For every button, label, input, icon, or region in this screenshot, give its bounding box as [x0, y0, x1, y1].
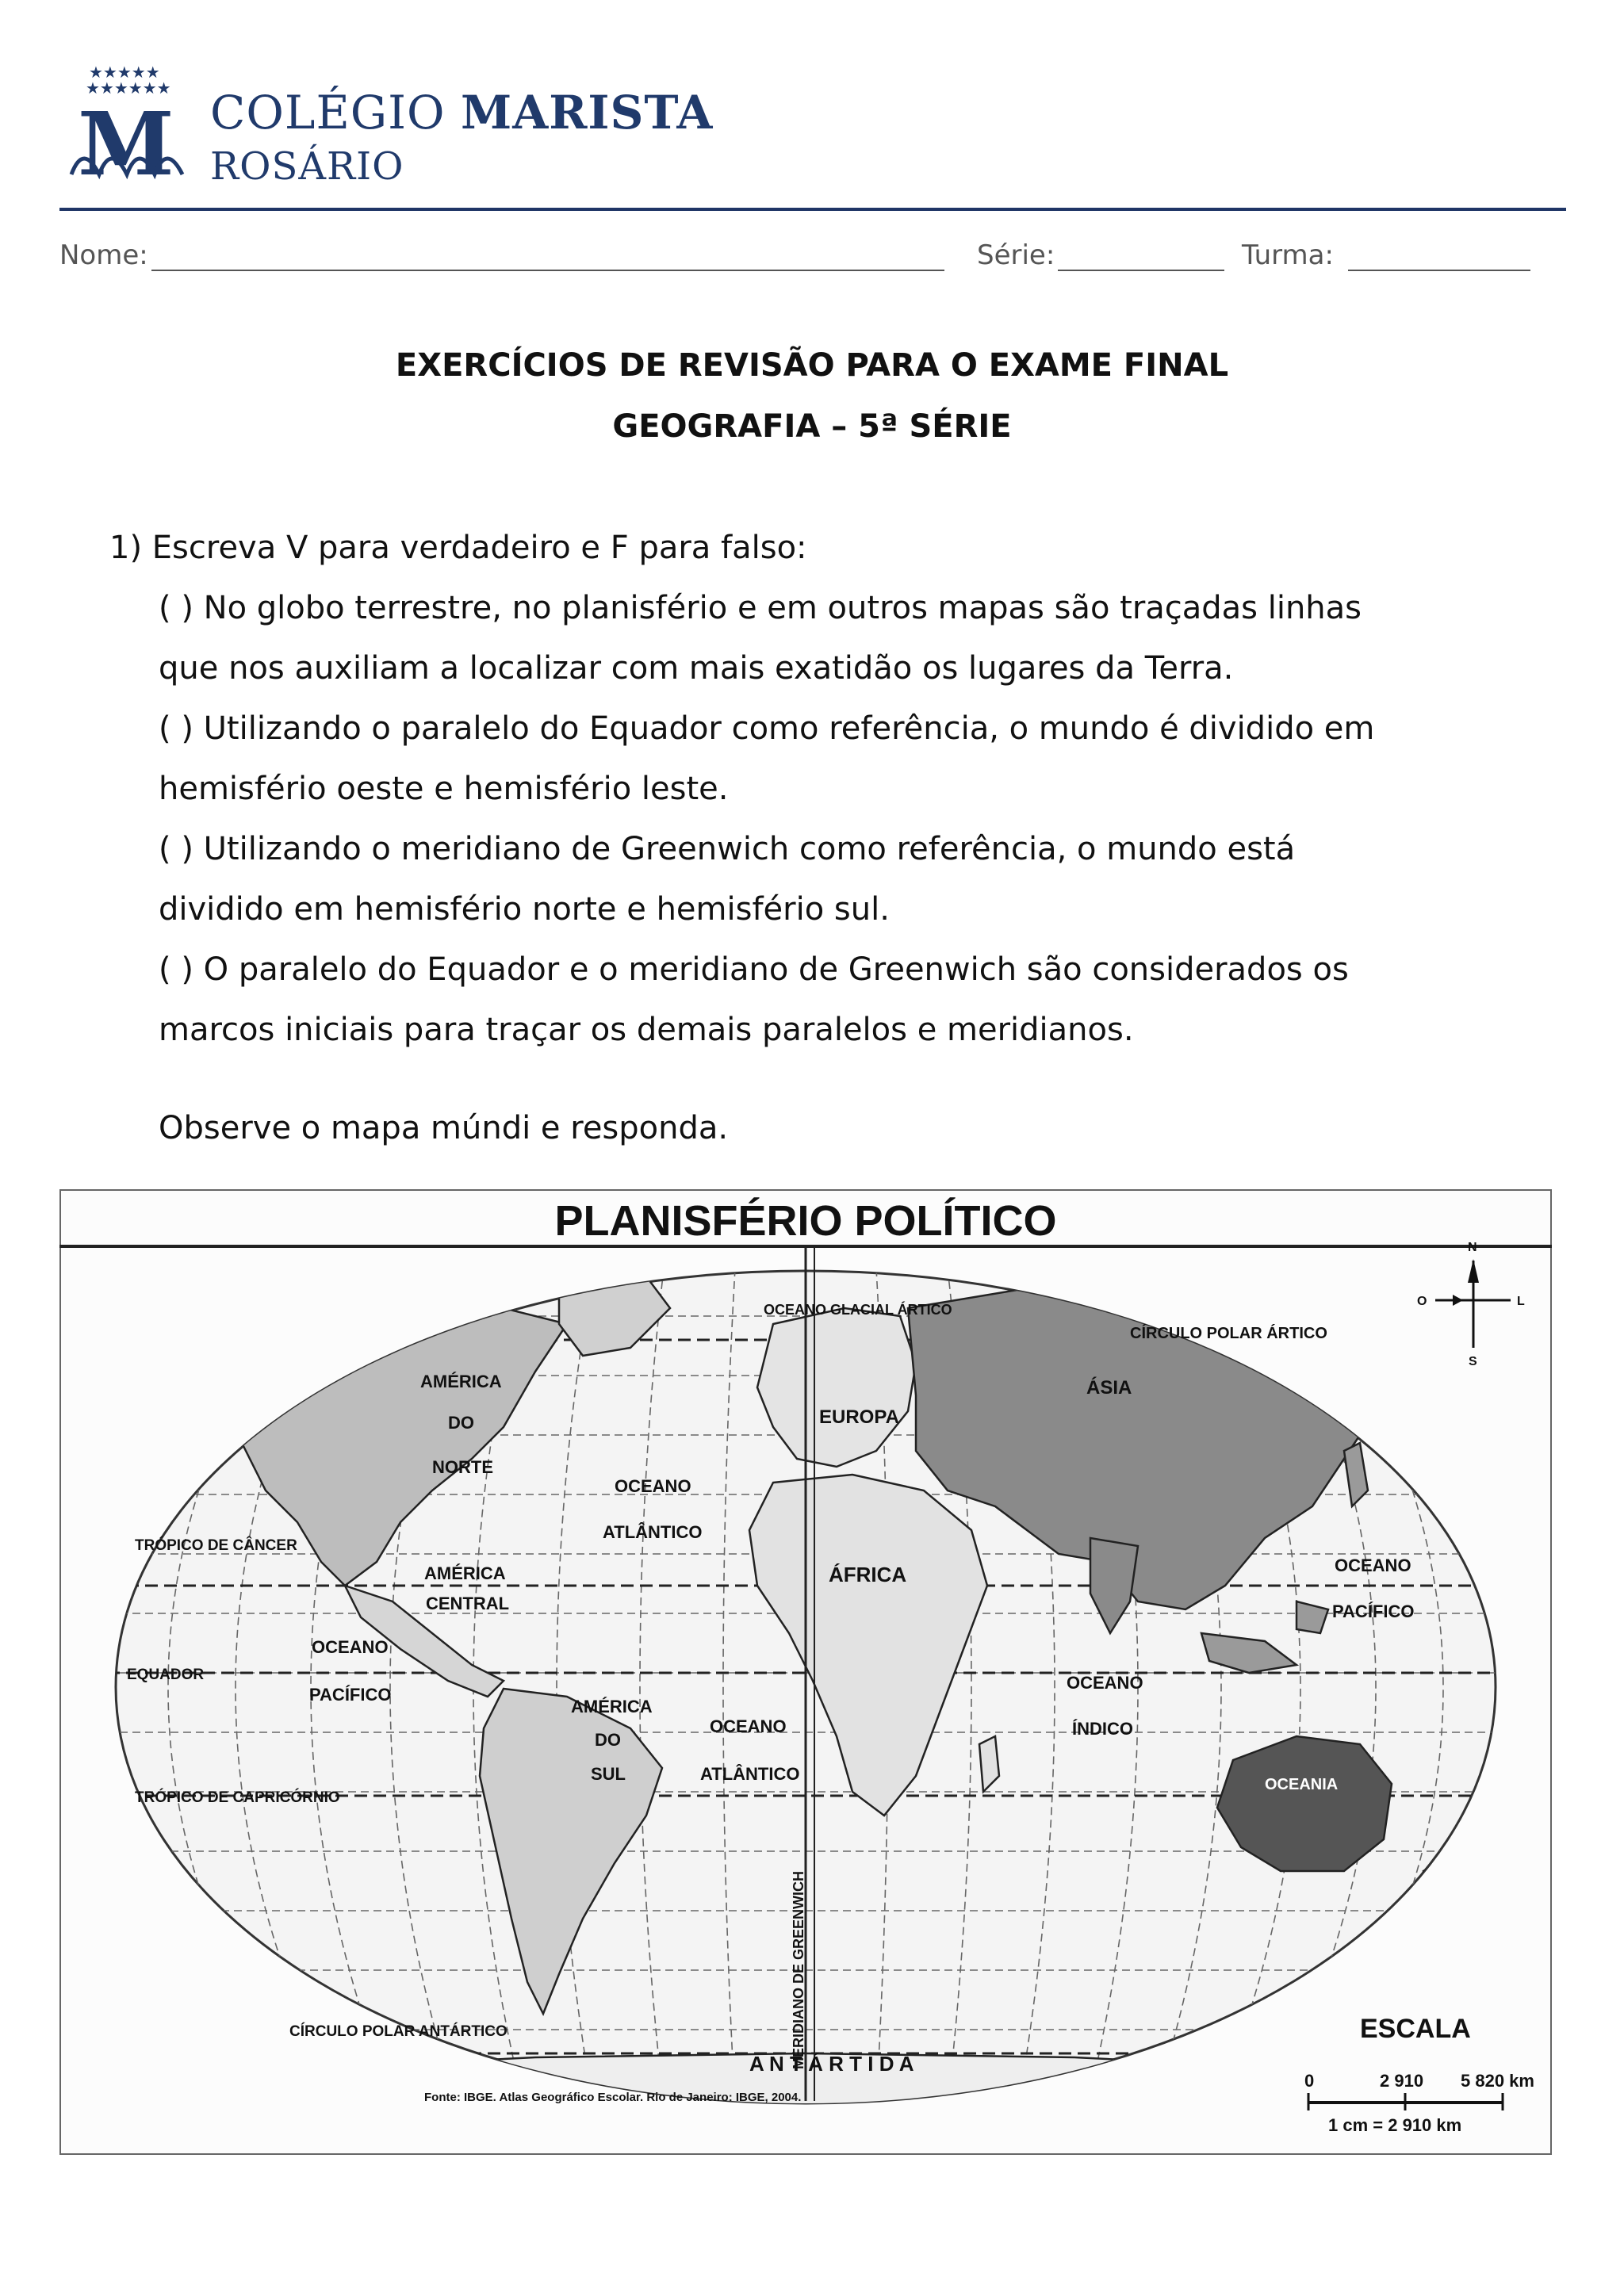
- indian-ocean-label-2: ÍNDICO: [1072, 1719, 1133, 1739]
- scale-ratio: 1 cm = 2 910 km: [1328, 2115, 1462, 2135]
- series-label: Série:: [977, 239, 1055, 271]
- south-atlantic-label-1: OCEANO: [710, 1716, 787, 1736]
- tropic-of-cancer-label: TRÓPICO DE CÂNCER: [135, 1537, 297, 1554]
- name-field[interactable]: [59, 239, 944, 271]
- central-america-label-2: CENTRAL: [426, 1594, 510, 1613]
- school-campus: ROSÁRIO: [210, 144, 404, 189]
- page-subtitle: GEOGRAFIA – 5ª SÉRIE: [612, 408, 1012, 445]
- school-logo: [63, 55, 198, 190]
- header-divider: [59, 208, 1566, 211]
- statement-2-cont: hemisfério oeste e hemisfério leste.: [159, 771, 729, 807]
- world-map: [59, 1189, 1552, 2155]
- map-title: PLANISFÉRIO POLÍTICO: [554, 1197, 1057, 1245]
- svg-text:M: M: [78, 93, 174, 190]
- north-atlantic-label-1: OCEANO: [615, 1476, 691, 1496]
- compass-south: S: [1469, 1355, 1477, 1368]
- east-pacific-label-1: OCEANO: [1335, 1556, 1411, 1575]
- svg-text:★★★★★★: ★★★★★★: [86, 78, 171, 98]
- south-america-label-3: SUL: [591, 1764, 626, 1784]
- compass-east: L: [1517, 1295, 1525, 1308]
- tropic-of-capricorn-label: TRÓPICO DE CAPRICÓRNIO: [135, 1789, 340, 1806]
- map-instruction: Observe o mapa múndi e responda.: [159, 1110, 729, 1146]
- central-america-label-1: AMÉRICA: [424, 1563, 506, 1583]
- name-label: Nome:: [59, 239, 148, 271]
- antarctica-label: A N T Á R T I D A: [749, 2052, 914, 2076]
- north-america-label-3: NORTE: [432, 1457, 493, 1477]
- school-name: COLÉGIO MARISTA: [210, 86, 714, 140]
- south-america-label-2: DO: [595, 1730, 621, 1750]
- statement-4-cont: marcos iniciais para traçar os demais paralelos e meridianos.: [159, 1012, 1134, 1048]
- class-label: Turma:: [1242, 239, 1334, 271]
- arctic-circle-label: CÍRCULO POLAR ÁRTICO: [1130, 1325, 1327, 1342]
- west-pacific-label-2: PACÍFICO: [309, 1685, 392, 1705]
- compass-west: O: [1417, 1295, 1427, 1308]
- asia-label: ÁSIA: [1086, 1377, 1132, 1399]
- arctic-ocean-label: OCEANO GLACIAL ÁRTICO: [764, 1302, 952, 1318]
- europe-label: EUROPA: [819, 1406, 899, 1428]
- scale-title: ESCALA: [1360, 2014, 1471, 2044]
- statement-2: ( ) Utilizando o paralelo do Equador como referência, o mundo é dividido em: [159, 710, 1375, 747]
- class-field[interactable]: [1242, 239, 1530, 271]
- question-prompt: 1) Escreva V para verdadeiro e F para falso:: [109, 530, 807, 566]
- antarctic-circle-label: CÍRCULO POLAR ANTÁRTICO: [289, 2023, 508, 2040]
- oceania-label: OCEANIA: [1265, 1776, 1339, 1793]
- africa-label: ÁFRICA: [829, 1563, 907, 1586]
- series-field[interactable]: [977, 239, 1224, 271]
- statement-1-cont: que nos auxiliam a localizar com mais exatidão os lugares da Terra.: [159, 650, 1234, 687]
- south-atlantic-label-2: ATLÂNTICO: [700, 1764, 800, 1784]
- north-america-label-1: AMÉRICA: [420, 1372, 502, 1391]
- south-america-label-1: AMÉRICA: [571, 1697, 653, 1716]
- north-america-label-2: DO: [448, 1413, 474, 1433]
- north-atlantic-label-2: ATLÂNTICO: [603, 1522, 703, 1542]
- equator-label: EQUADOR: [127, 1667, 205, 1683]
- svg-text:★★★★★: ★★★★★: [89, 63, 160, 82]
- scale-mid: 2 910: [1380, 2071, 1424, 2091]
- east-pacific-label-2: PACÍFICO: [1332, 1601, 1415, 1621]
- scale-max: 5 820 km: [1461, 2071, 1534, 2091]
- scale-zero: 0: [1304, 2071, 1315, 2091]
- page-title: EXERCÍCIOS DE REVISÃO PARA O EXAME FINAL: [395, 347, 1229, 384]
- statement-3: ( ) Utilizando o meridiano de Greenwich como referência, o mundo está: [159, 831, 1296, 867]
- statement-1: ( ) No globo terrestre, no planisfério e em outros mapas são traçadas linhas: [159, 590, 1362, 626]
- compass-north: N: [1468, 1241, 1477, 1254]
- indian-ocean-label-1: OCEANO: [1067, 1673, 1143, 1693]
- statement-4: ( ) O paralelo do Equador e o meridiano de Greenwich são considerados os: [159, 951, 1349, 988]
- map-source: Fonte: IBGE. Atlas Geográfico Escolar. Rio de Janeiro: IBGE, 2004.: [424, 2091, 802, 2104]
- west-pacific-label-1: OCEANO: [312, 1637, 389, 1657]
- greenwich-meridian-label: MERIDIANO DE GREENWICH: [791, 1870, 806, 2069]
- statement-3-cont: dividido em hemisfério norte e hemisfério sul.: [159, 891, 890, 928]
